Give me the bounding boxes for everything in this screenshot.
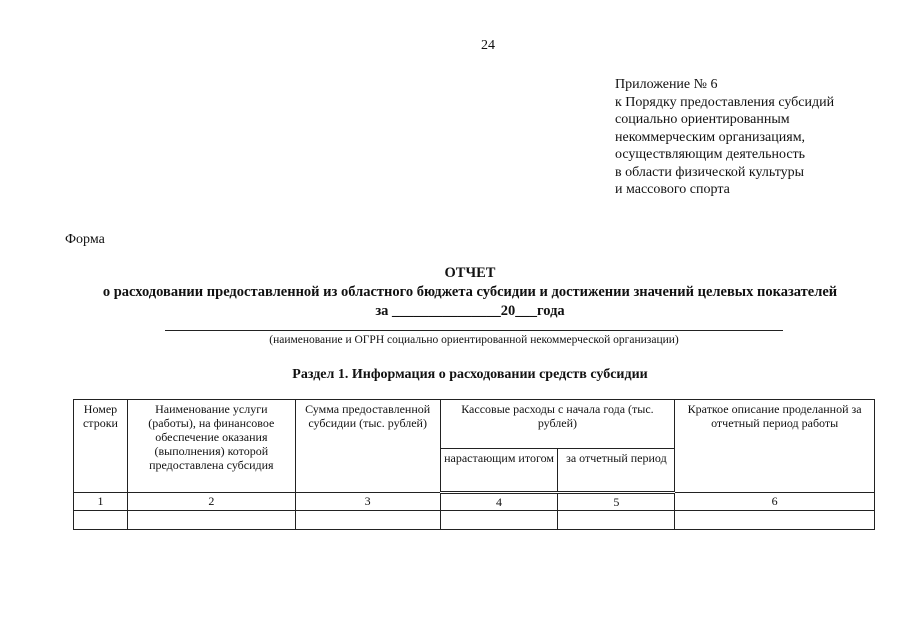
organization-caption: (наименование и ОГРН социально ориентированной некоммерческой организации) — [269, 334, 679, 346]
page-number: 24 — [481, 38, 495, 53]
report-title-block — [60, 264, 880, 321]
expenses-table — [73, 399, 875, 530]
table-cell — [440, 511, 558, 530]
header-subsidy-amount: Сумма предоставленной субсидии (тыс. рублей) — [295, 400, 440, 493]
appendix-line: осуществляющим деятельность — [615, 147, 806, 162]
column-number: 1 — [74, 493, 128, 511]
organization-name-line — [165, 330, 783, 331]
table-cell — [558, 511, 675, 530]
table-header-row — [74, 400, 875, 449]
appendix-line: социально ориентированным — [615, 112, 790, 127]
column-number: 3 — [295, 493, 440, 511]
column-number: 6 — [675, 493, 875, 511]
table-cell — [74, 511, 128, 530]
column-number: 2 — [127, 493, 295, 511]
appendix-line: некоммерческим организациям, — [615, 129, 806, 145]
column-number: 4 — [440, 493, 558, 511]
report-title: ОТЧЕТ — [444, 265, 496, 281]
appendix-line: и массового спорта — [615, 182, 730, 197]
header-reporting-period: за отчетный период — [558, 449, 675, 493]
table-cell — [675, 511, 875, 530]
appendix-line: в области физической культуры — [615, 164, 805, 180]
report-period-line: за _______________20___года — [375, 303, 565, 319]
header-cash-expenses: Кассовые расходы с начала года (тыс. рублей) — [440, 400, 675, 449]
form-label: Форма — [65, 232, 105, 247]
table-cell — [295, 511, 440, 530]
header-row-number: Номер строки — [74, 400, 128, 493]
appendix-block — [615, 76, 834, 199]
appendix-line: к Порядку предоставления субсидий — [615, 94, 835, 110]
table-cell — [127, 511, 295, 530]
column-number-row — [74, 493, 875, 511]
header-service-name: Наименование услуги (работы), на финансовое обеспечение оказания (выполнения) которой предоставлена субсидия — [127, 400, 295, 493]
section-title: Раздел 1. Информация о расходовании средств субсидии — [292, 367, 648, 382]
header-cumulative: нарастающим итогом — [440, 449, 558, 493]
column-number: 5 — [558, 493, 675, 511]
appendix-line: Приложение № 6 — [615, 77, 718, 92]
table-row — [74, 511, 875, 530]
report-subtitle: о расходовании предоставленной из областного бюджета субсидии и достижении значений целевых показателей — [102, 284, 838, 300]
header-work-description: Краткое описание проделанной за отчетный период работы — [675, 400, 875, 493]
